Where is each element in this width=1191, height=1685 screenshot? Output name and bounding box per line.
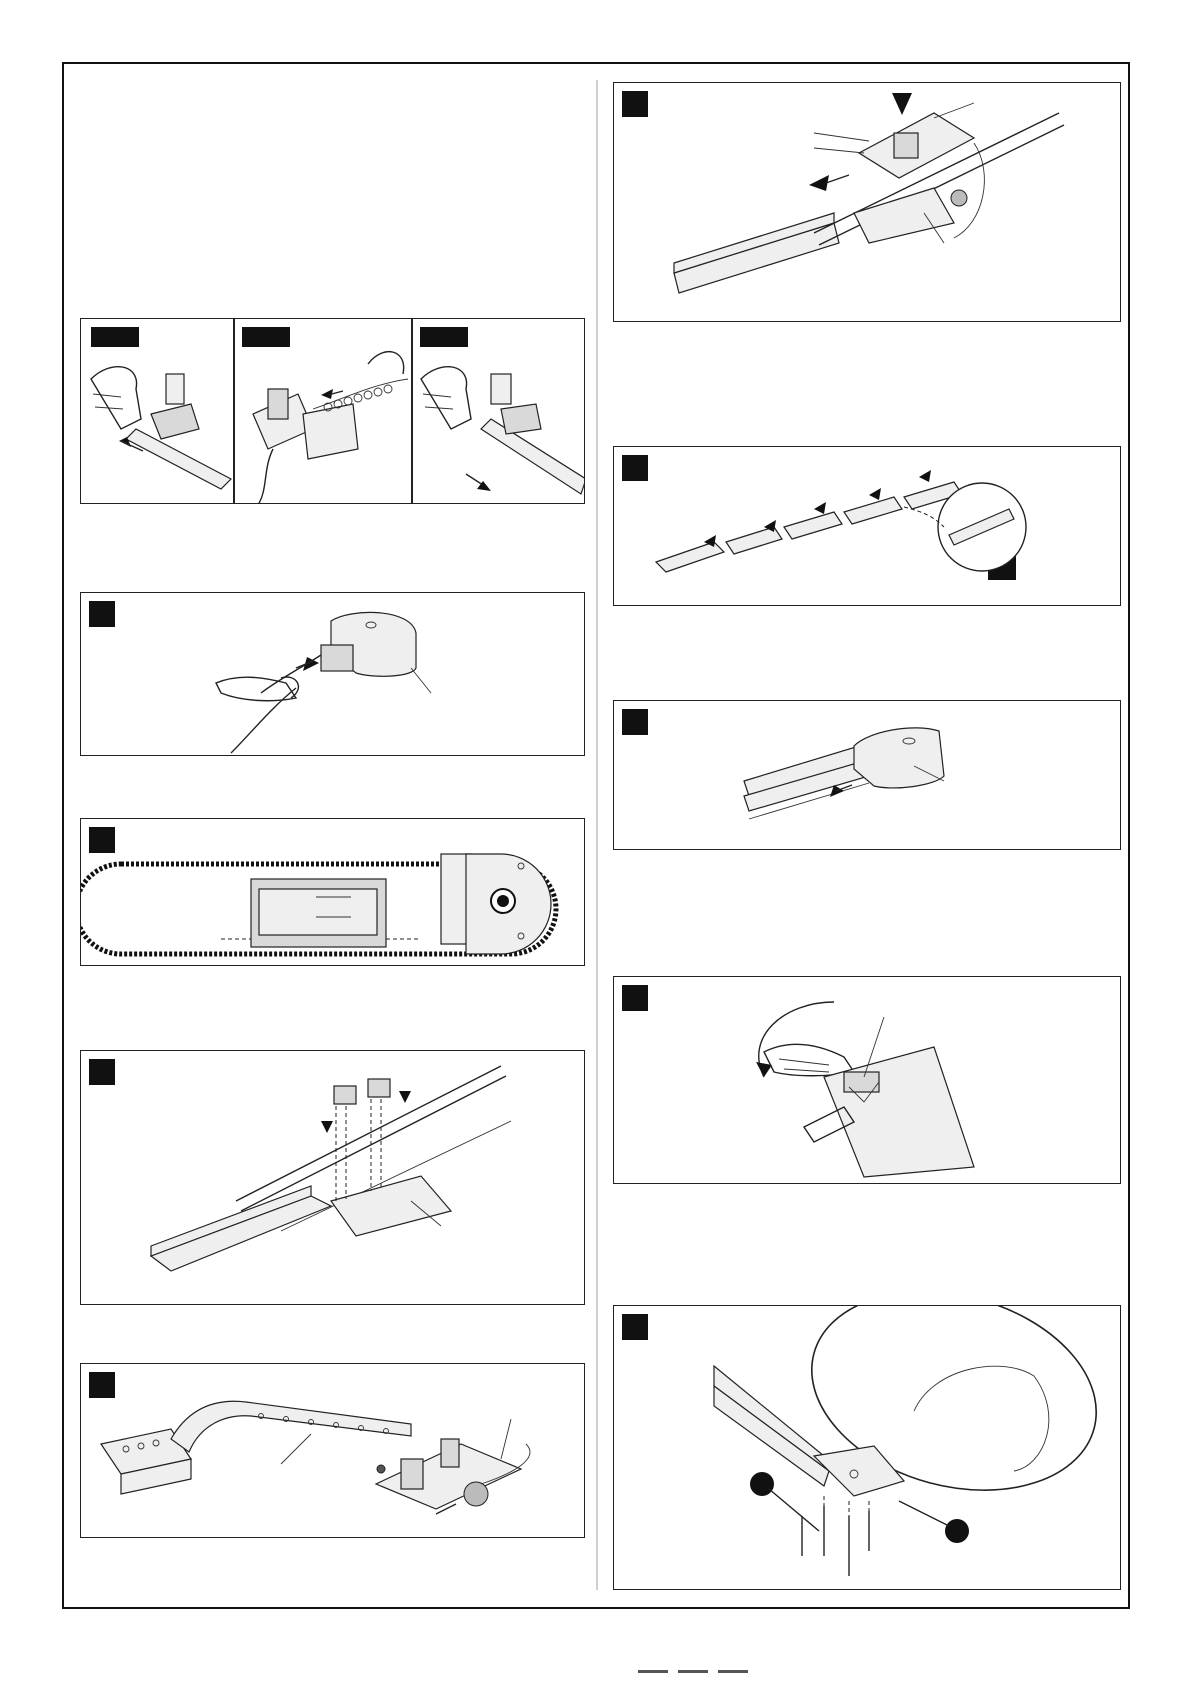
figure-belt-loop [80,818,585,966]
release-sequence-drawing [81,319,585,504]
figure-rail-sections [613,446,1121,606]
figure-rack-into-head [80,592,585,756]
tension-screw-drawing [614,977,1121,1184]
callout-dot-1 [750,1472,774,1496]
release-panel-3 [421,367,585,494]
column-divider [596,80,598,1590]
rail-sections-drawing [614,447,1121,606]
figure-tension-screw [613,976,1121,1184]
figure-release-sequence [80,318,585,504]
motor-mount-drawing [614,1306,1121,1590]
belt-loop-drawing [81,819,585,966]
bracket-carriage-drawing [81,1364,585,1538]
head-on-rail-drawing [614,701,1121,850]
figure-carriage-insert [613,82,1121,322]
carriage-insert-drawing [614,83,1121,322]
footer-mark [638,1670,778,1676]
rack-into-head-drawing [81,593,585,756]
release-panel-1 [91,367,231,489]
callout-dot-2 [945,1519,969,1543]
rack-joint-drawing [81,1051,585,1305]
figure-rack-joint [80,1050,585,1305]
release-panel-2 [253,352,408,504]
figure-bracket-carriage [80,1363,585,1538]
figure-head-on-rail [613,700,1121,850]
figure-motor-mount [613,1305,1121,1590]
